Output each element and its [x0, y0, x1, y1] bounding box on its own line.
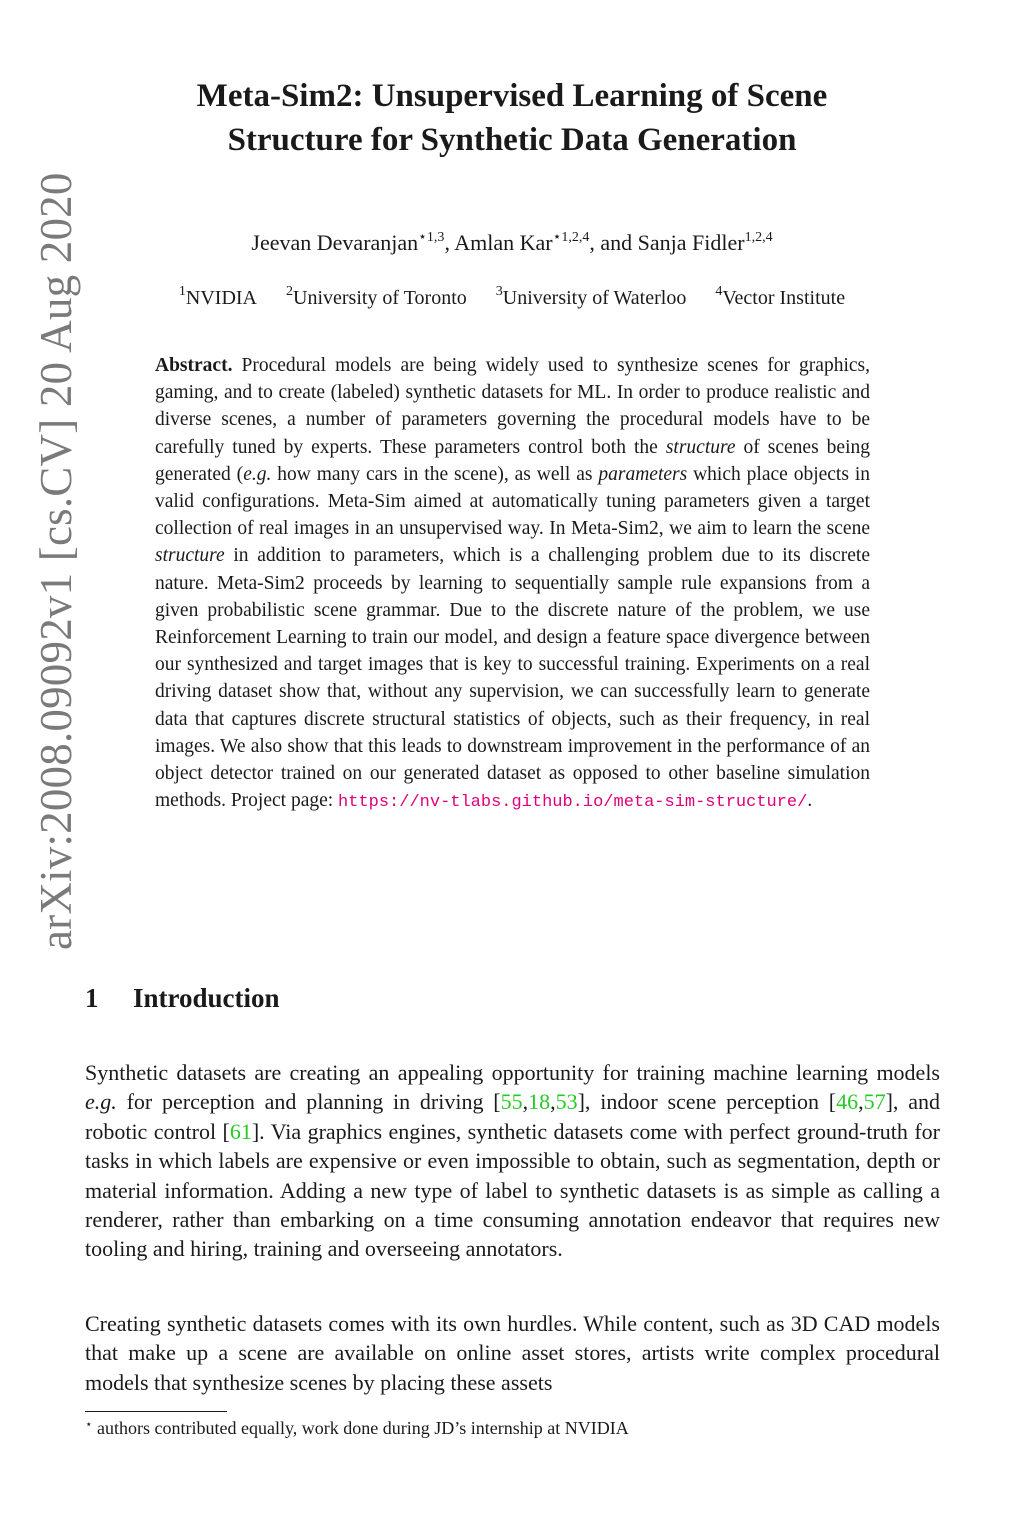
- section-title: Introduction: [133, 983, 280, 1013]
- citation-link[interactable]: 57: [863, 1089, 886, 1115]
- author-list: [100, 226, 924, 260]
- intro-paragraph-1: Synthetic datasets are creating an appealing opportunity for training machine learning models e.g. for perception and planning in driving [55,18,53], indoor scene perception [46,57], and robotic control [61]. Via graphics engines, synthetic datasets come with perfect ground-truth for tasks in which labels are expensive or even impossible to obtain, such as segmentation, depth or material information. Adding a new type of label to synthetic datasets is as simple as calling a renderer, rather than embarking on a time consuming annotation endeavor that requires new tooling and hiring, training and overseeing annotators.: [85, 1060, 940, 1262]
- affiliation: $^1$NVIDIA: [178, 284, 257, 309]
- arxiv-identifier-stamp: arXiv:2008.09092v1 [cs.CV] 20 Aug 2020: [31, 172, 81, 950]
- author-separator: , and: [589, 230, 638, 255]
- author-separator: ,: [444, 230, 455, 255]
- title-line-1: Meta-Sim2: Unsupervised Learning of Scene: [196, 78, 828, 114]
- author-affiliation-marks: ⋆1,3: [418, 230, 445, 245]
- title-line-2: Structure for Synthetic Data Generation: [227, 122, 797, 158]
- author-affiliation-marks: 1,2,4: [744, 230, 773, 245]
- footnote-mark: ⋆: [85, 1417, 93, 1431]
- section-heading: [85, 980, 685, 1016]
- affiliation-list: [100, 282, 924, 314]
- paper-title: [100, 74, 924, 162]
- intro-paragraph-2: Creating synthetic datasets comes with its own hurdles. While content, such as 3D CAD models that make up a scene are available on online asset stores, artists write complex procedural models that synthesize scenes by placing these assets: [85, 1311, 940, 1395]
- abstract: Abstract. Procedural models are being widely used to synthesize scenes for graphics, gaming, and to create (labeled) synthetic datasets for ML. In order to produce realistic and diverse scenes, a number of parameters governing the procedural models have to be carefully tuned by experts. These parameters control both the structure of scenes being generated (e.g. how many cars in the scene), as well as parameters which place objects in valid configurations. Meta-Sim aimed at automatically tuning parameters given a target collection of real images in an unsupervised way. In Meta-Sim2, we aim to learn the scene structure in addition to parameters, which is a challenging problem due to its discrete nature. Meta-Sim2 proceeds by learning to sequentially sample rule expansions from a given probabilistic scene grammar. Due to the discrete nature of the problem, we use Reinforcement Learning to train our model, and design a feature space divergence between our synthesized and target images that is key to successful training. Experiments on a real driving dataset show that, without any supervision, we can successfully learn to generate data that captures discrete structural statistics of objects, such as their frequency, in real images. We also show that this leads to downstream improvement in the performance of an object detector trained on our generated dataset as opposed to other baseline simulation methods. Project page: https://nv-tlabs.github.io/meta-sim-structure/.: [155, 355, 870, 813]
- citation-link[interactable]: 46: [836, 1089, 859, 1115]
- section-number: 1: [85, 983, 99, 1013]
- citation-link[interactable]: 53: [555, 1089, 578, 1115]
- author-name: Amlan Kar: [454, 230, 553, 255]
- citation-link[interactable]: 61: [229, 1118, 252, 1144]
- author-name: Jeevan Devaranjan: [251, 230, 419, 255]
- footnote-divider: [85, 1411, 227, 1412]
- affiliation: $^4$Vector Institute: [715, 284, 846, 309]
- project-page-link[interactable]: https://nv-tlabs.github.io/meta-sim-structure/: [338, 793, 808, 813]
- affiliation: $^2$University of Toronto: [286, 284, 467, 309]
- abstract-label: Abstract.: [155, 355, 233, 376]
- footnote: [85, 1415, 940, 1441]
- author-name: Sanja Fidler: [637, 230, 745, 255]
- footnote-text: authors contributed equally, work done during JD’s internship at NVIDIA: [92, 1418, 629, 1438]
- affiliation: $^3$University of Waterloo: [495, 284, 687, 309]
- author-affiliation-marks: ⋆1,2,4: [552, 230, 590, 245]
- citation-link[interactable]: 18: [528, 1089, 551, 1115]
- citation-link[interactable]: 55: [500, 1089, 523, 1115]
